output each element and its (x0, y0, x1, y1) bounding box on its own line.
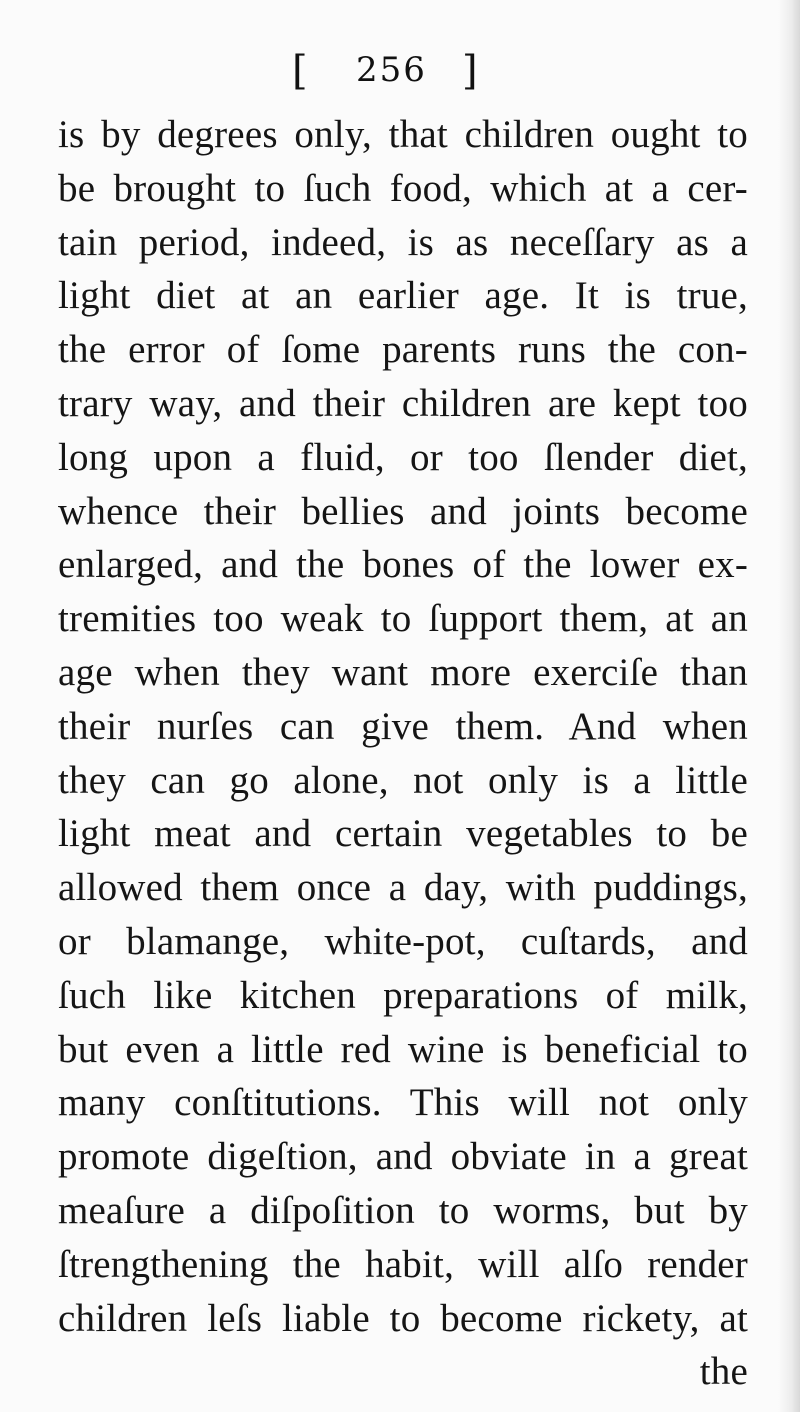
page-number: 256 (356, 50, 427, 90)
catchword: the (699, 1350, 748, 1394)
text-line: light diet at an earlier age. It is true, (58, 274, 748, 318)
page-header (0, 48, 800, 108)
text-line: promote digeſtion, and obviate in a great (58, 1135, 748, 1179)
header-bracket-left: [ (292, 48, 308, 94)
text-line: the error of ſome parents runs the con- (58, 328, 748, 372)
text-line: trary way, and their children are kept too (58, 381, 748, 425)
text-line: light meat and certain vegetables to be (58, 812, 748, 856)
text-line: tremities too weak to ſupport them, at an (58, 597, 748, 641)
header-bracket-right: ] (462, 48, 478, 94)
text-line: ſtrengthening the habit, will alſo render (58, 1242, 748, 1286)
text-line: children leſs liable to become rickety, at (58, 1296, 748, 1340)
page-edge-shadow (778, 0, 800, 1412)
text-line: whence their bellies and joints become (58, 489, 748, 533)
text-line: or blamange, white-pot, cuſtards, and (58, 919, 748, 963)
text-line: meaſure a diſpoſition to worms, but by (58, 1188, 748, 1232)
text-line: they can go alone, not only is a little (58, 758, 748, 802)
text-line: be brought to ſuch food, which at a cer- (58, 166, 748, 210)
text-line: but even a little red wine is beneficial to (58, 1027, 748, 1071)
text-line: age when they want more exerciſe than (58, 650, 748, 694)
text-line: long upon a fluid, or too ſlender diet, (58, 435, 748, 479)
text-line: allowed them once a day, with puddings, (58, 866, 748, 910)
text-line: ſuch like kitchen preparations of milk, (58, 973, 748, 1017)
text-line: their nurſes can give them. And when (58, 704, 748, 748)
text-line: many conſtitutions. This will not only (58, 1081, 748, 1125)
body-text (58, 108, 748, 1399)
text-line: is by degrees only, that children ought to (58, 113, 748, 156)
text-line: tain period, indeed, is as neceſſary as a (58, 220, 748, 264)
text-line: enlarged, and the bones of the lower ex- (58, 543, 748, 587)
